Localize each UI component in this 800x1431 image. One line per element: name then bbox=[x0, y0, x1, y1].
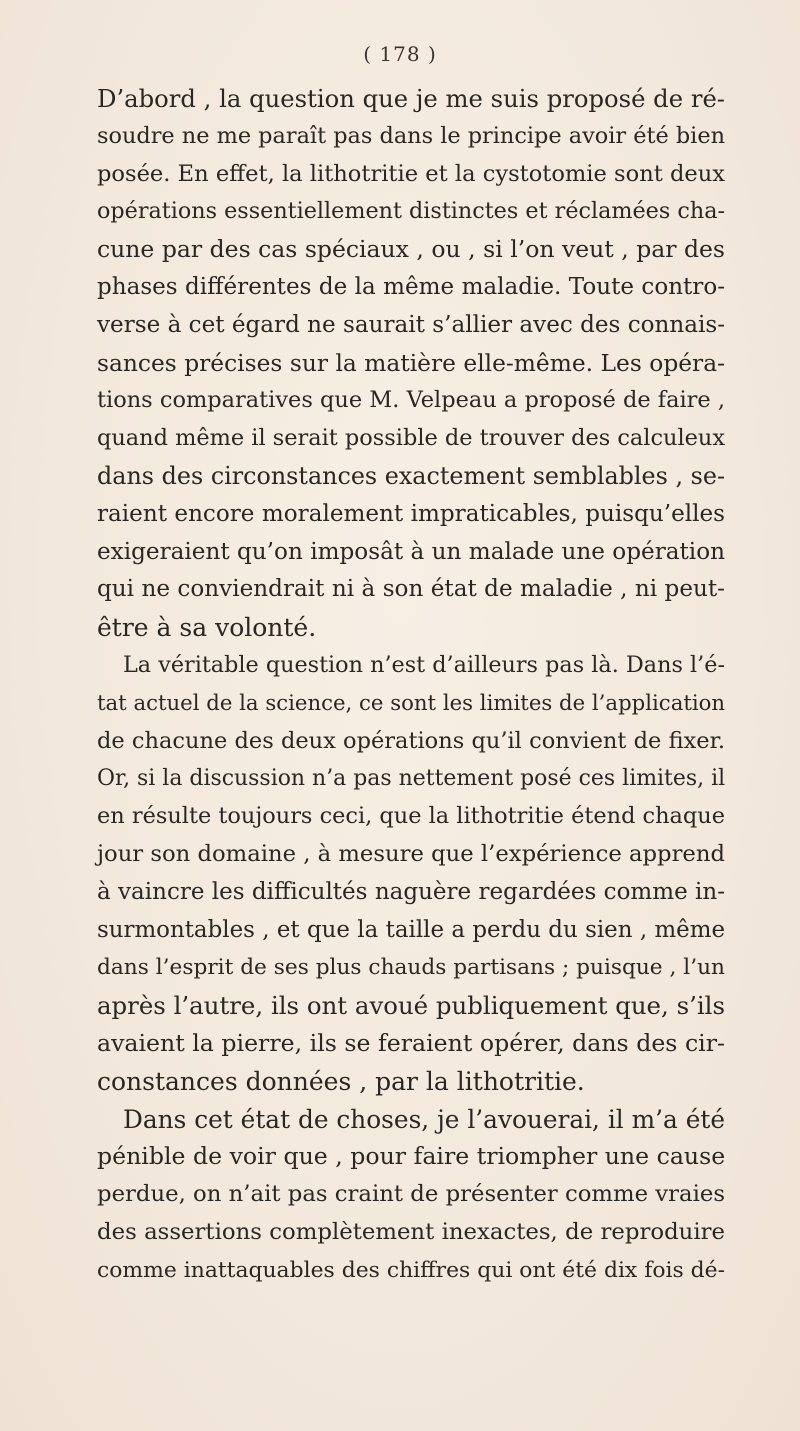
page-number: ( 178 ) bbox=[363, 42, 437, 66]
body-text bbox=[97, 80, 725, 1290]
text-line: sances précises sur la matière elle-même. Les opéra- bbox=[97, 348, 725, 377]
text-line: surmontables , et que la taille a perdu du sien , même bbox=[97, 916, 725, 943]
text-line: des assertions complètement inexactes, de reproduire bbox=[97, 1218, 725, 1245]
text-line: posée. En effet, la lithotritie et la cystotomie sont deux bbox=[97, 160, 725, 187]
text-line: en résulte toujours ceci, que la lithotritie étend chaque bbox=[97, 803, 725, 830]
text-line: cune par des cas spéciaux , ou , si l’on veut , par des bbox=[97, 235, 725, 264]
text-line: La véritable question n’est d’ailleurs pas là. Dans l’é- bbox=[123, 651, 725, 678]
text-line: à vaincre les difficultés naguère regardées comme in- bbox=[97, 878, 725, 905]
text-line: comme inattaquables des chiffres qui ont été dix fois dé- bbox=[97, 1257, 725, 1283]
text-line: de chacune des deux opérations qu’il convient de fixer. bbox=[97, 727, 725, 754]
text-line: jour son domaine , à mesure que l’expérience apprend bbox=[97, 840, 725, 867]
text-line: avaient la pierre, ils se feraient opérer, dans des cir- bbox=[97, 1028, 725, 1057]
text-line: Or, si la discussion n’a pas nettement posé ces limites, il bbox=[97, 766, 726, 792]
text-line: opérations essentiellement distinctes et réclamées cha- bbox=[97, 198, 725, 225]
text-line: pénible de voir que , pour faire triompher une cause bbox=[97, 1142, 726, 1171]
text-line: phases différentes de la même maladie. Toute contro- bbox=[97, 273, 725, 300]
text-line: exigeraient qu’on imposât à un malade une opération bbox=[97, 538, 725, 565]
text-line: D’abord , la question que je me suis proposé de ré- bbox=[97, 84, 725, 113]
text-line: tat actuel de la science, ce sont les limites de l’application bbox=[97, 690, 726, 716]
text-line: être à sa volonté. bbox=[97, 613, 317, 643]
text-line: Dans cet état de choses, je l’avouerai, il m’a été bbox=[123, 1104, 725, 1134]
text-line: verse à cet égard ne saurait s’allier avec des connais- bbox=[97, 311, 726, 338]
text-line: dans l’esprit de ses plus chauds partisans ; puisque , l’un bbox=[97, 955, 725, 981]
text-line: tions comparatives que M. Velpeau a proposé de faire , bbox=[97, 387, 725, 414]
text-line: perdue, on n’ait pas craint de présenter comme vraies bbox=[97, 1181, 725, 1208]
text-line: soudre ne me paraît pas dans le principe avoir été bien bbox=[97, 122, 725, 149]
text-line: quand même il serait possible de trouver des calculeux bbox=[97, 425, 725, 452]
text-line: dans des circonstances exactement semblables , se- bbox=[97, 461, 725, 490]
text-line: qui ne conviendrait ni à son état de maladie , ni peut- bbox=[97, 576, 725, 603]
text-line: raient encore moralement impraticables, puisqu’elles bbox=[97, 500, 725, 527]
text-line: constances données , par la lithotritie. bbox=[97, 1066, 585, 1096]
text-line: après l’autre, ils ont avoué publiquement que, s’ils bbox=[97, 991, 725, 1021]
